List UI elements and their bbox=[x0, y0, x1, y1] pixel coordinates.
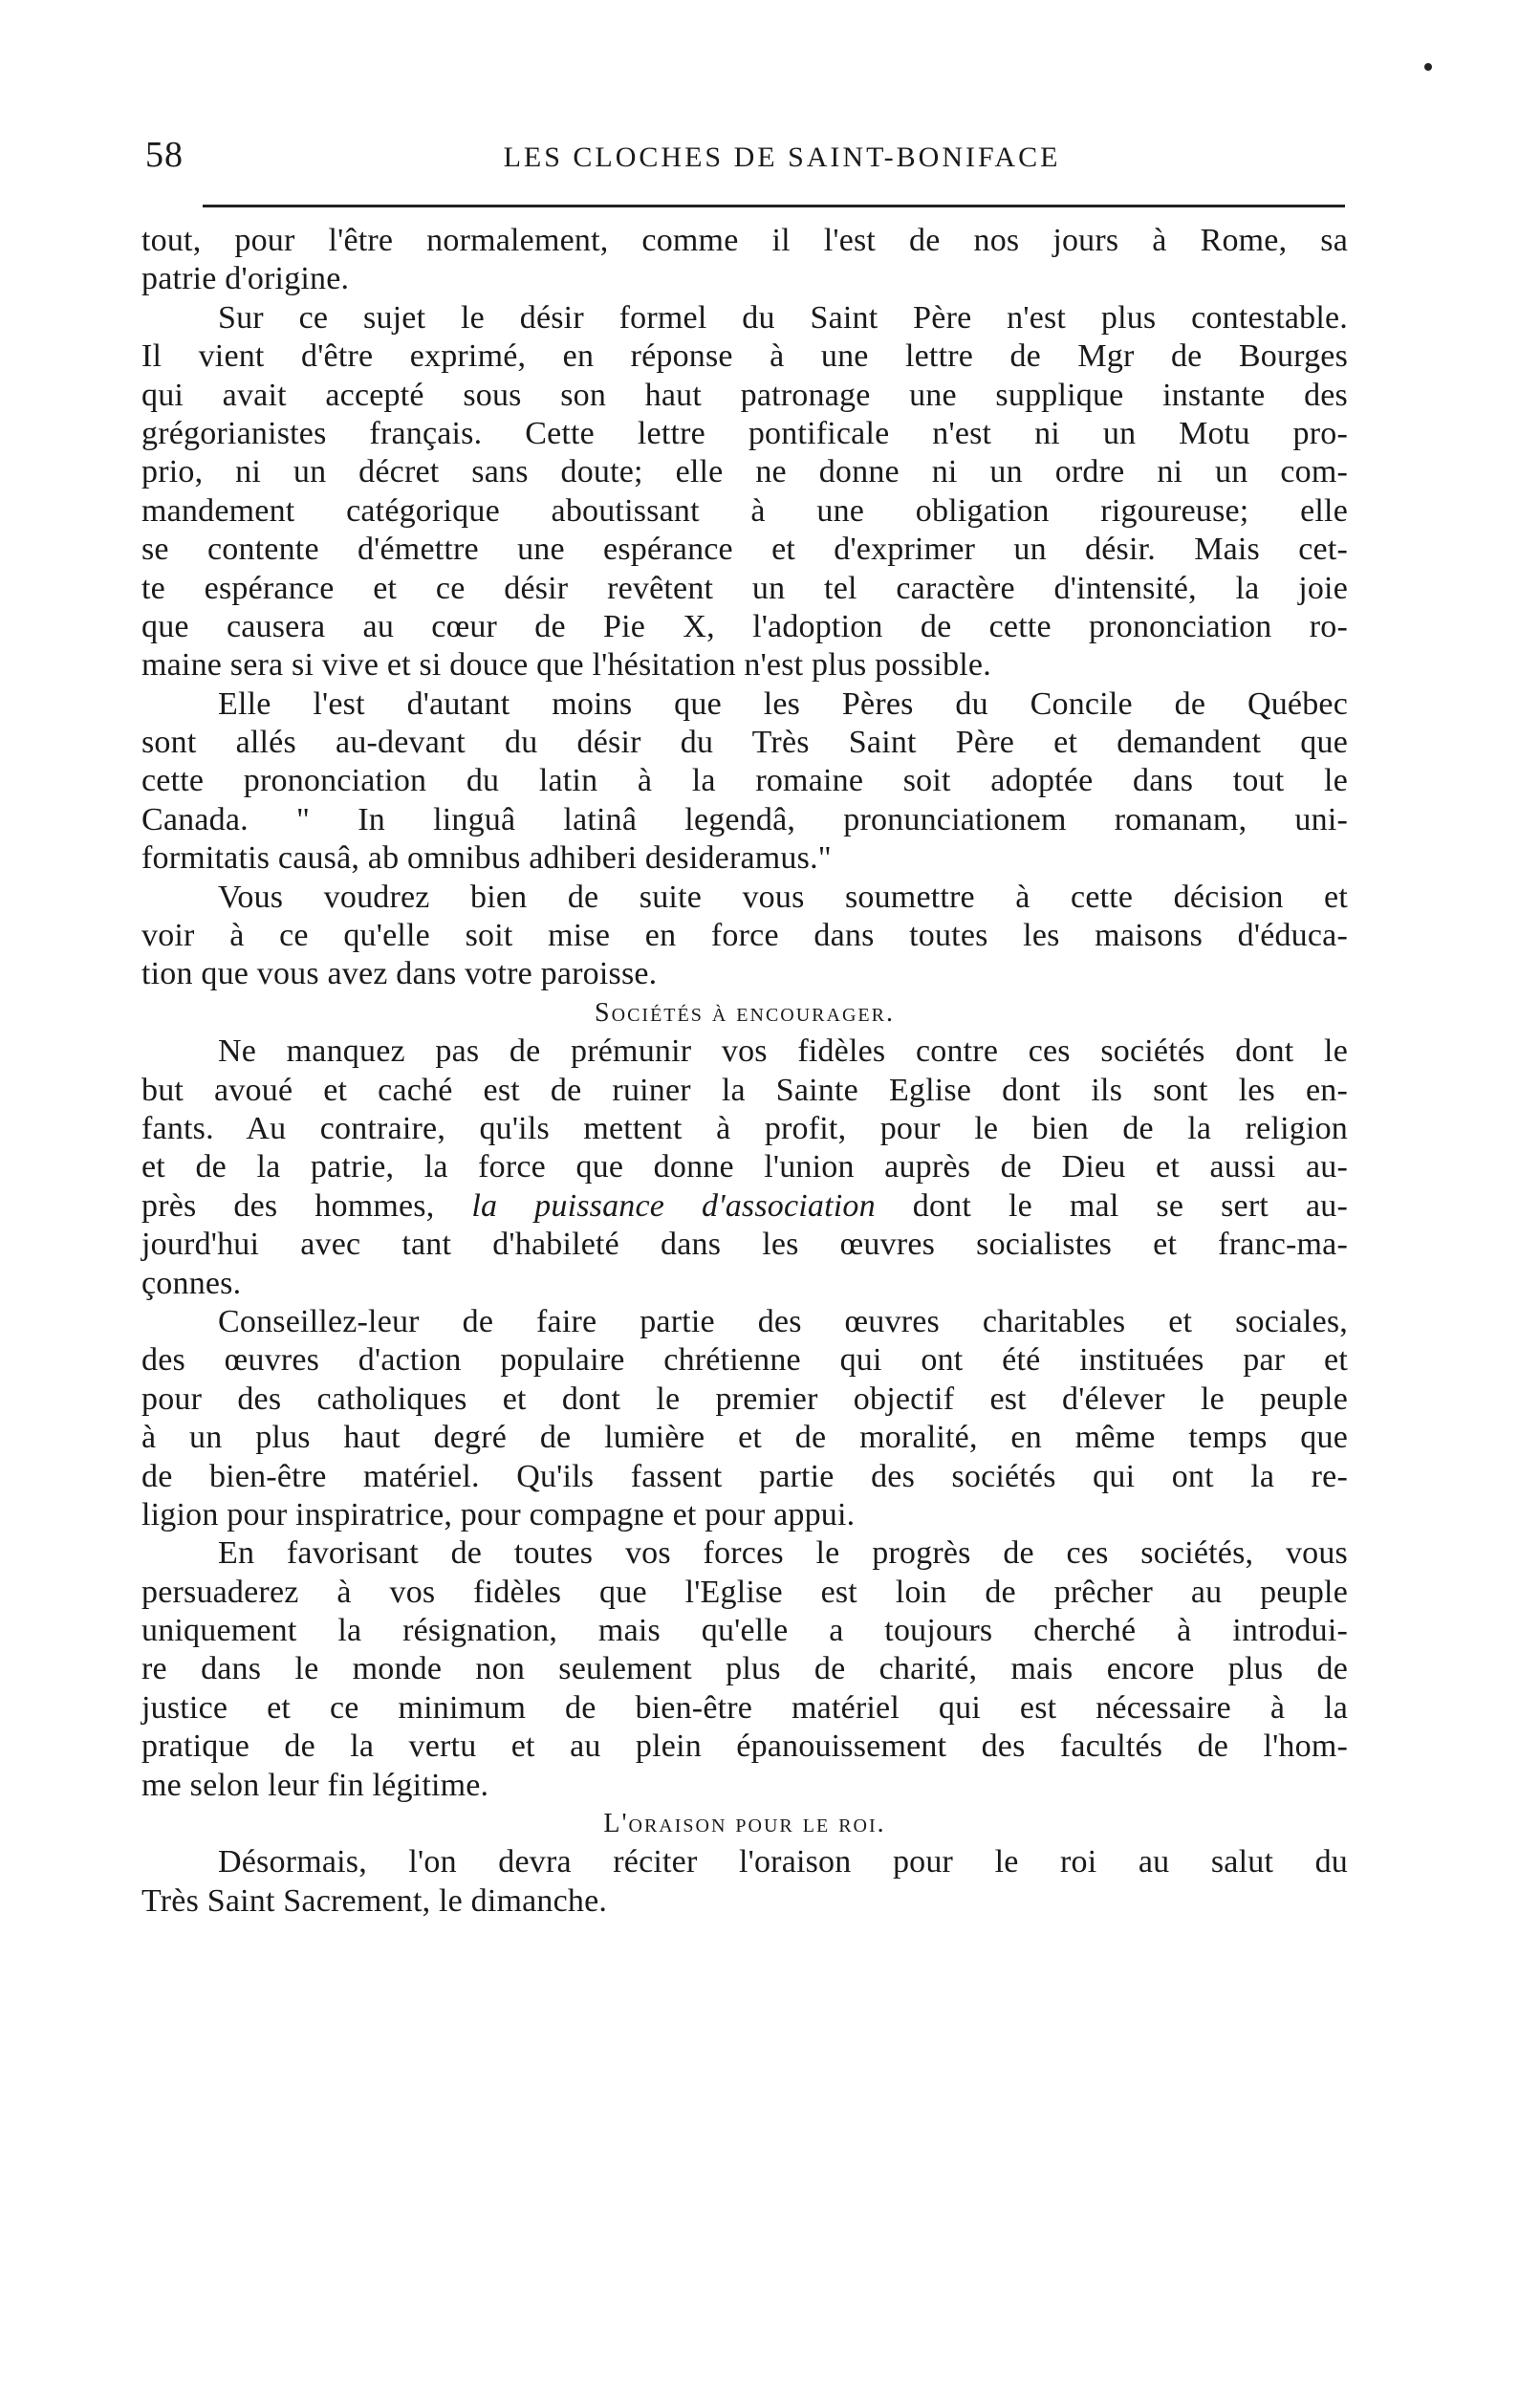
text-line: se contente d'émettre une espérance et d'exprimer un désir. Mais cet- bbox=[141, 532, 1348, 568]
text-line: à un plus haut degré de lumière et de moralité, en même temps que bbox=[141, 1420, 1348, 1456]
text-line: voir à ce qu'elle soit mise en force dans toutes les maisons d'éduca- bbox=[141, 918, 1348, 954]
text-line: formitatis causâ, ab omnibus adhiberi desideramus." bbox=[141, 840, 832, 877]
text-line: Très Saint Sacrement, le dimanche. bbox=[141, 1882, 608, 1919]
header-rule bbox=[203, 205, 1345, 207]
running-title: LES CLOCHES DE SAINT-BONIFACE bbox=[503, 141, 1061, 173]
paragraph-start: Désormais, l'on devra réciter l'oraison pour le roi au salut du bbox=[218, 1844, 1348, 1880]
text-line: cette prononciation du latin à la romaine soit adoptée dans tout le bbox=[141, 763, 1348, 799]
text-line: prio, ni un décret sans doute; elle ne donne ni un ordre ni un com- bbox=[141, 454, 1348, 490]
text-line: mandement catégorique aboutissant à une obligation rigoureuse; elle bbox=[141, 492, 1348, 529]
paragraph-start: Sur ce sujet le désir formel du Saint Père n'est plus contestable. bbox=[218, 299, 1348, 336]
text-line: pour des catholiques et dont le premier objectif est d'élever le peuple bbox=[141, 1380, 1348, 1417]
text-fragment: près des hommes, bbox=[141, 1187, 472, 1224]
text-line: me selon leur fin légitime. bbox=[141, 1767, 489, 1803]
page-header bbox=[145, 132, 1352, 189]
text-line: persuaderez à vos fidèles que l'Eglise est loin de prêcher au peuple bbox=[141, 1574, 1348, 1610]
text-line: que causera au cœur de Pie X, l'adoption de cette prononciation ro- bbox=[141, 608, 1348, 644]
paragraph-start: Ne manquez pas de prémunir vos fidèles contre ces sociétés dont le bbox=[218, 1033, 1348, 1070]
paragraph-start: En favorisant de toutes vos forces le progrès de ces sociétés, vous bbox=[218, 1535, 1348, 1572]
page-number: 58 bbox=[145, 135, 184, 175]
text-line: ligion pour inspiratrice, pour compagne et pour appui. bbox=[141, 1496, 856, 1532]
text-line: fants. Au contraire, qu'ils mettent à profit, pour le bien de la religion bbox=[141, 1110, 1348, 1146]
text-line: uniquement la résignation, mais qu'elle a toujours cherché à introdui- bbox=[141, 1613, 1348, 1649]
text-line: jourd'hui avec tant d'habileté dans les œuvres socialistes et franc-ma- bbox=[141, 1227, 1348, 1263]
text-line: justice et ce minimum de bien-être matériel qui est nécessaire à la bbox=[141, 1689, 1348, 1726]
italic-phrase: la puissance d'association bbox=[471, 1187, 876, 1224]
section-heading: Sociétés à encourager. bbox=[595, 997, 895, 1028]
text-line: but avoué et caché est de ruiner la Sainte Eglise dont ils sont les en- bbox=[141, 1072, 1348, 1108]
text-line: et de la patrie, la force que donne l'union auprès de Dieu et aussi au- bbox=[141, 1149, 1348, 1185]
text-line: Il vient d'être exprimé, en réponse à une lettre de Mgr de Bourges bbox=[141, 338, 1348, 375]
section-heading: L'oraison pour le roi. bbox=[603, 1809, 886, 1839]
text-fragment: dont le mal se sert au- bbox=[875, 1187, 1348, 1224]
text-line: maine sera si vive et si douce que l'hésitation n'est plus possible. bbox=[141, 647, 991, 684]
text-line: pratique de la vertu et au plein épanouissement des facultés de l'hom- bbox=[141, 1728, 1348, 1765]
text-line: re dans le monde non seulement plus de charité, mais encore plus de bbox=[141, 1651, 1348, 1687]
text-line: tion que vous avez dans votre paroisse. bbox=[141, 956, 658, 992]
paragraph-start: Elle l'est d'autant moins que les Pères du Concile de Québec bbox=[218, 685, 1348, 722]
text-line: patrie d'origine. bbox=[141, 261, 350, 297]
text-line: sont allés au-devant du désir du Très Saint Père et demandent que bbox=[141, 725, 1348, 761]
paragraph-start: Conseillez-leur de faire partie des œuvres charitables et sociales, bbox=[218, 1303, 1348, 1339]
text-line: Canada. " In linguâ latinâ legendâ, pronunciationem romanam, uni- bbox=[141, 801, 1348, 837]
text-line: çonnes. bbox=[141, 1265, 242, 1301]
text-line: te espérance et ce désir revêtent un tel caractère d'intensité, la joie bbox=[141, 570, 1348, 606]
text-line: des œuvres d'action populaire chrétienne qui ont été instituées par et bbox=[141, 1342, 1348, 1379]
text-line: qui avait accepté sous son haut patronage une supplique instante des bbox=[141, 377, 1348, 413]
text-line: grégorianistes français. Cette lettre pontificale n'est ni un Motu pro- bbox=[141, 415, 1348, 451]
text-line: de bien-être matériel. Qu'ils fassent partie des sociétés qui ont la re- bbox=[141, 1458, 1348, 1494]
body-text bbox=[141, 222, 1348, 1921]
text-line-with-italic bbox=[141, 1187, 1348, 1226]
text-line: tout, pour l'être normalement, comme il l'est de nos jours à Rome, sa bbox=[141, 223, 1348, 258]
paragraph-start: Vous voudrez bien de suite vous soumettre à cette décision et bbox=[218, 879, 1348, 915]
ink-speck bbox=[1424, 63, 1432, 71]
